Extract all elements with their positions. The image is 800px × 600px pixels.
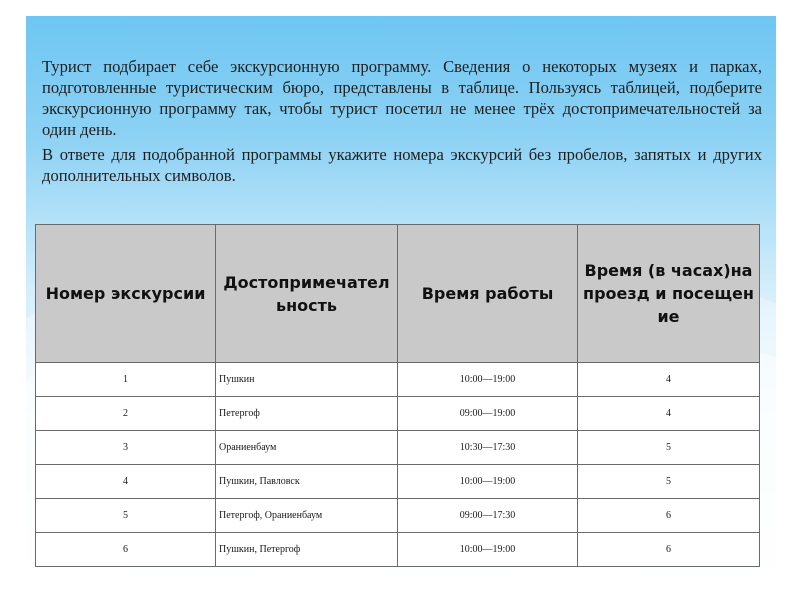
cell-duration: 5 — [578, 465, 760, 499]
cell-sight: Пушкин, Павловск — [216, 465, 398, 499]
cell-sight: Ораниенбаум — [216, 431, 398, 465]
task-paragraph-2: В ответе для подобранной программы укажите номера экскурсий без пробелов, запятых и других дополнительных символов. — [42, 145, 762, 185]
cell-opening-hours: 09:00—17:30 — [398, 499, 578, 533]
cell-number: 3 — [36, 431, 216, 465]
header-excursion-number: Номер экскурсии — [36, 225, 216, 363]
cell-opening-hours: 10:00—19:00 — [398, 533, 578, 567]
slide — [26, 16, 776, 584]
cell-number: 2 — [36, 397, 216, 431]
cell-duration: 4 — [578, 363, 760, 397]
cell-number: 5 — [36, 499, 216, 533]
cell-opening-hours: 10:00—19:00 — [398, 465, 578, 499]
cell-duration: 6 — [578, 533, 760, 567]
cell-sight: Пушкин, Петергоф — [216, 533, 398, 567]
table-row — [36, 465, 760, 499]
cell-duration: 6 — [578, 499, 760, 533]
table-row — [36, 499, 760, 533]
cell-number: 1 — [36, 363, 216, 397]
header-duration: Время (в часах)на проезд и посещение — [578, 225, 760, 363]
task-text — [42, 56, 762, 190]
table-row — [36, 431, 760, 465]
cell-sight: Пушкин — [216, 363, 398, 397]
cell-duration: 4 — [578, 397, 760, 431]
table-header-row — [36, 225, 760, 363]
table-row — [36, 533, 760, 567]
cell-opening-hours: 10:00—19:00 — [398, 363, 578, 397]
cell-duration: 5 — [578, 431, 760, 465]
cell-number: 6 — [36, 533, 216, 567]
table-row — [36, 363, 760, 397]
cell-opening-hours: 09:00—19:00 — [398, 397, 578, 431]
excursion-table — [35, 224, 760, 567]
table-row — [36, 397, 760, 431]
task-paragraph-1: Турист подбирает себе экскурсионную программу. Сведения о некоторых музеях и парках, подготовленные туристическим бюро, представлены в таблице. Пользуясь таблицей, подберите экскурсионную программу так, чтобы турист посетил не менее трёх достопримечательностей за один день. — [42, 57, 762, 139]
cell-number: 4 — [36, 465, 216, 499]
header-sight: Достопримечательность — [216, 225, 398, 363]
cell-sight: Петергоф — [216, 397, 398, 431]
header-opening-hours: Время работы — [398, 225, 578, 363]
cell-opening-hours: 10:30—17:30 — [398, 431, 578, 465]
cell-sight: Петергоф, Ораниенбаум — [216, 499, 398, 533]
